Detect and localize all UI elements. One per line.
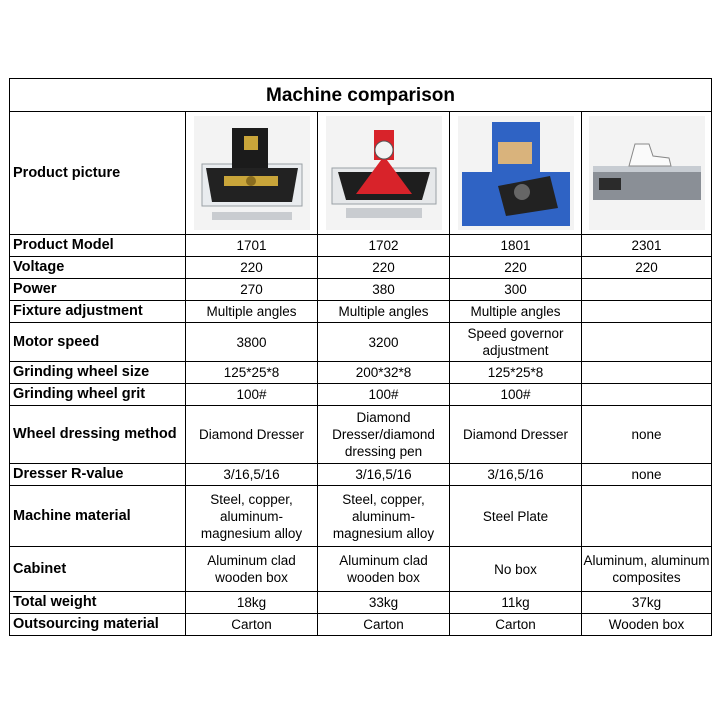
wheel-size-1702: 200*32*8 [318, 362, 450, 384]
row-product-picture [10, 112, 712, 235]
row-machine-material [10, 486, 712, 547]
dressing-2301-line: none [631, 427, 662, 442]
label-power: Power [10, 279, 186, 301]
row-wheel-grit [10, 384, 712, 406]
machine-1801-image [458, 116, 574, 230]
wheel-grit-1701: 100# [186, 384, 318, 406]
label-product-model: Product Model [10, 235, 186, 257]
label-product-picture: Product picture [10, 112, 186, 235]
motor-1801-line-2: adjustment [482, 343, 549, 358]
row-voltage [10, 257, 712, 279]
dressing-1702-line-1: Diamond [356, 410, 411, 425]
label-fixture-adjustment: Fixture adjustment [10, 301, 186, 323]
model-1702: 1702 [318, 235, 450, 257]
cabinet-2301-line-1: Aluminum, aluminum [583, 553, 710, 568]
cabinet-1701 [186, 547, 318, 592]
cabinet-1701-line-1: Aluminum clad [207, 553, 296, 568]
material-1701-line-2: aluminum- [219, 508, 284, 524]
row-fixture-adjustment [10, 301, 712, 323]
row-cabinet [10, 547, 712, 592]
weight-1702: 33kg [318, 592, 450, 614]
label-voltage: Voltage [10, 257, 186, 279]
model-1801: 1801 [450, 235, 582, 257]
cabinet-1801-line: No box [494, 561, 537, 577]
dresser-r-1701: 3/16,5/16 [186, 464, 318, 486]
motor-1801 [450, 323, 582, 362]
material-1702-line-3: magnesium alloy [332, 525, 435, 541]
outsourcing-2301: Wooden box [582, 614, 712, 636]
row-total-weight [10, 592, 712, 614]
row-wheel-dressing [10, 406, 712, 464]
dressing-1701-line: Diamond Dresser [198, 427, 305, 442]
power-1801: 300 [450, 279, 582, 301]
voltage-2301: 220 [582, 257, 712, 279]
outsourcing-1801: Carton [450, 614, 582, 636]
motor-1801-line-1: Speed governor [467, 326, 564, 341]
model-2301: 2301 [582, 235, 712, 257]
power-1701: 270 [186, 279, 318, 301]
dressing-1702 [318, 406, 450, 464]
table-title: Machine comparison [10, 79, 712, 112]
material-1801 [450, 486, 582, 547]
machine-2301-image [589, 116, 705, 230]
dresser-r-1702: 3/16,5/16 [318, 464, 450, 486]
row-product-model [10, 235, 712, 257]
cabinet-1702-line-2: wooden box [347, 570, 420, 585]
material-1701 [186, 486, 318, 547]
dressing-1801-line: Diamond Dresser [462, 427, 569, 442]
motor-1702 [318, 323, 450, 362]
voltage-1801: 220 [450, 257, 582, 279]
weight-1701: 18kg [186, 592, 318, 614]
dresser-r-2301: none [582, 464, 712, 486]
comparison-table [9, 78, 712, 636]
cabinet-1701-line-2: wooden box [215, 570, 288, 585]
cell-picture-1702 [318, 112, 450, 235]
fixture-1702: Multiple angles [318, 301, 450, 323]
power-2301 [582, 279, 712, 301]
row-wheel-size [10, 362, 712, 384]
label-dresser-r: Dresser R-value [10, 464, 186, 486]
material-2301 [582, 486, 712, 547]
weight-1801: 11kg [450, 592, 582, 614]
voltage-1702: 220 [318, 257, 450, 279]
wheel-grit-2301 [582, 384, 712, 406]
dressing-1801 [450, 406, 582, 464]
cell-picture-1701 [186, 112, 318, 235]
label-machine-material: Machine material [10, 486, 186, 547]
wheel-size-1701: 125*25*8 [186, 362, 318, 384]
label-total-weight: Total weight [10, 592, 186, 614]
fixture-1801: Multiple angles [450, 301, 582, 323]
wheel-size-1801: 125*25*8 [450, 362, 582, 384]
material-1702 [318, 486, 450, 547]
fixture-1701: Multiple angles [186, 301, 318, 323]
material-1702-line-1: Steel, copper, [342, 491, 425, 507]
cabinet-1702 [318, 547, 450, 592]
wheel-size-2301 [582, 362, 712, 384]
material-1701-line-1: Steel, copper, [210, 491, 293, 507]
motor-2301 [582, 323, 712, 362]
material-1702-line-2: aluminum- [351, 508, 416, 524]
outsourcing-1701: Carton [186, 614, 318, 636]
label-wheel-grit: Grinding wheel grit [10, 384, 186, 406]
motor-1701-line: 3800 [236, 334, 267, 350]
dressing-1702-line-3: dressing pen [344, 444, 423, 459]
machine-1701-image [194, 116, 310, 230]
label-motor-speed: Motor speed [10, 323, 186, 362]
dressing-1701 [186, 406, 318, 464]
cell-picture-2301 [582, 112, 712, 235]
dresser-r-1801: 3/16,5/16 [450, 464, 582, 486]
wheel-grit-1801: 100# [450, 384, 582, 406]
model-1701: 1701 [186, 235, 318, 257]
weight-2301: 37kg [582, 592, 712, 614]
cabinet-1702-line-1: Aluminum clad [339, 553, 428, 568]
material-1801-line: Steel Plate [482, 508, 549, 524]
outsourcing-1702: Carton [318, 614, 450, 636]
material-1701-line-3: magnesium alloy [200, 525, 303, 541]
machine-1702-image [326, 116, 442, 230]
label-outsourcing: Outsourcing material [10, 614, 186, 636]
wheel-grit-1702: 100# [318, 384, 450, 406]
motor-1701 [186, 323, 318, 362]
dressing-2301 [582, 406, 712, 464]
fixture-2301 [582, 301, 712, 323]
row-outsourcing [10, 614, 712, 636]
cabinet-2301-line-2: composites [612, 570, 681, 585]
label-wheel-size: Grinding wheel size [10, 362, 186, 384]
power-1702: 380 [318, 279, 450, 301]
motor-1702-line: 3200 [368, 334, 399, 350]
dressing-1702-line-2: Dresser/diamond [332, 427, 435, 442]
label-wheel-dressing: Wheel dressing method [10, 406, 186, 464]
voltage-1701: 220 [186, 257, 318, 279]
cabinet-2301 [582, 547, 712, 592]
cell-picture-1801 [450, 112, 582, 235]
cabinet-1801 [450, 547, 582, 592]
row-motor-speed [10, 323, 712, 362]
row-power [10, 279, 712, 301]
label-cabinet: Cabinet [10, 547, 186, 592]
row-dresser-r [10, 464, 712, 486]
